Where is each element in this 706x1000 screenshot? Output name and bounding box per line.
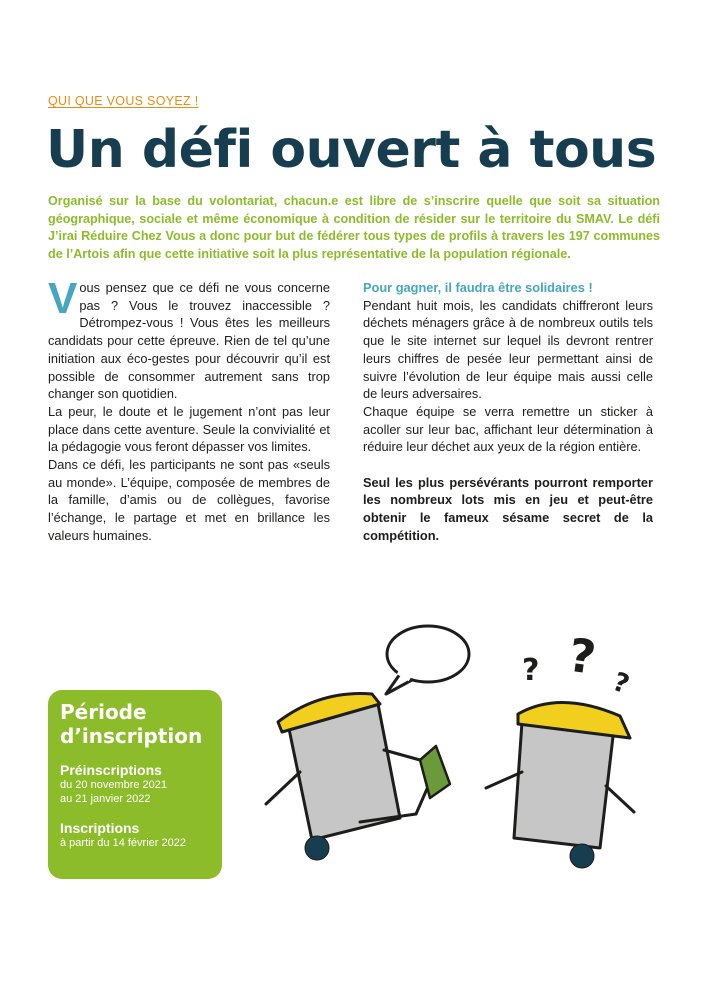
left-bin-icon: [266, 694, 450, 860]
speech-bubble-icon: [386, 626, 469, 694]
trash-bins-illustration: [260, 612, 660, 892]
intro-text: ous pensez que ce défi ne vous concerne pas ? Vous le trouvez inaccessible ? Détrompez-vous ! Vous êtes les meilleurs candidats pour cette épreuve. Rien de tel qu’une initiation aux éco-gestes pour découvrir qu’il est possible de consommer autrement sans trop changer son quotidien.: [48, 280, 330, 402]
preregistration-heading: Préinscriptions: [60, 762, 162, 778]
intro-paragraph: [48, 274, 330, 403]
page-title: Un défi ouvert à tous: [46, 120, 657, 180]
question-marks-icon: [522, 628, 633, 701]
sticker-paragraph: Chaque équipe se verra remettre un sticker à acoller sur leur bac, affichant leur détermination à réduire leur déchet aux yeux de la région entière.: [363, 403, 653, 455]
tools-paragraph: Pendant huit mois, les candidats chiffreront leurs déchets ménagers grâce à de nombreux outils tels que le site internet sur lequel ils devront rentrer leurs chiffres de pesée leur permettant ainsi de suivre l’évolution de leur équipe mais aussi celle de leurs adversaires.: [363, 297, 653, 402]
svg-text:?: ?: [565, 627, 600, 685]
registration-date: à partir du 14 février 2022: [60, 837, 186, 849]
closing-paragraph: Seul les plus persévérants pourront remporter les nombreux lots mis en jeu et peut-être obtenir le fameux sésame secret de la compétition.: [363, 474, 653, 543]
registration-heading: Inscriptions: [60, 820, 140, 836]
right-bin-icon: [486, 702, 634, 868]
right-column: [363, 279, 653, 545]
fear-paragraph: La peur, le doute et le jugement n’ont pas leur place dans cette aventure. Seule la convivialité et la pédagogie vous feront dépasser vos limites.: [48, 403, 330, 455]
svg-text:?: ?: [608, 667, 634, 701]
team-paragraph: Dans ce défi, les participants ne sont pas «seuls au monde». L’équipe, composée de membres de la famille, d’amis ou de collègues, favorise l’échange, le partage et met en brillance les valeurs humaines.: [48, 457, 330, 543]
period-title-line2: d’inscription: [60, 724, 203, 748]
preregistration-end: au 21 janvier 2022: [60, 793, 151, 805]
win-subheading: Pour gagner, il faudra être solidaires !: [363, 280, 593, 295]
period-title-line1: Période: [60, 700, 147, 724]
drop-cap: V: [48, 274, 78, 323]
lead-paragraph: Organisé sur la base du volontariat, chacun.e est libre de s’inscrire quelle que soit sa situation géographique, sociale et même économique à condition de résider sur le territoire du SMAV. Le défi J’irai Réduire Chez Vous a donc pour but de fédérer tous types de profils à travers les 197 communes de l’Artois afin que cette initiative soit la plus représentative de la population régionale.: [48, 194, 660, 261]
preregistration-start: du 20 novembre 2021: [60, 779, 168, 791]
left-column: [48, 274, 330, 545]
svg-text:?: ?: [522, 653, 540, 688]
section-kicker: QUI QUE VOUS SOYEZ !: [48, 94, 199, 108]
registration-period-box: [48, 690, 222, 879]
